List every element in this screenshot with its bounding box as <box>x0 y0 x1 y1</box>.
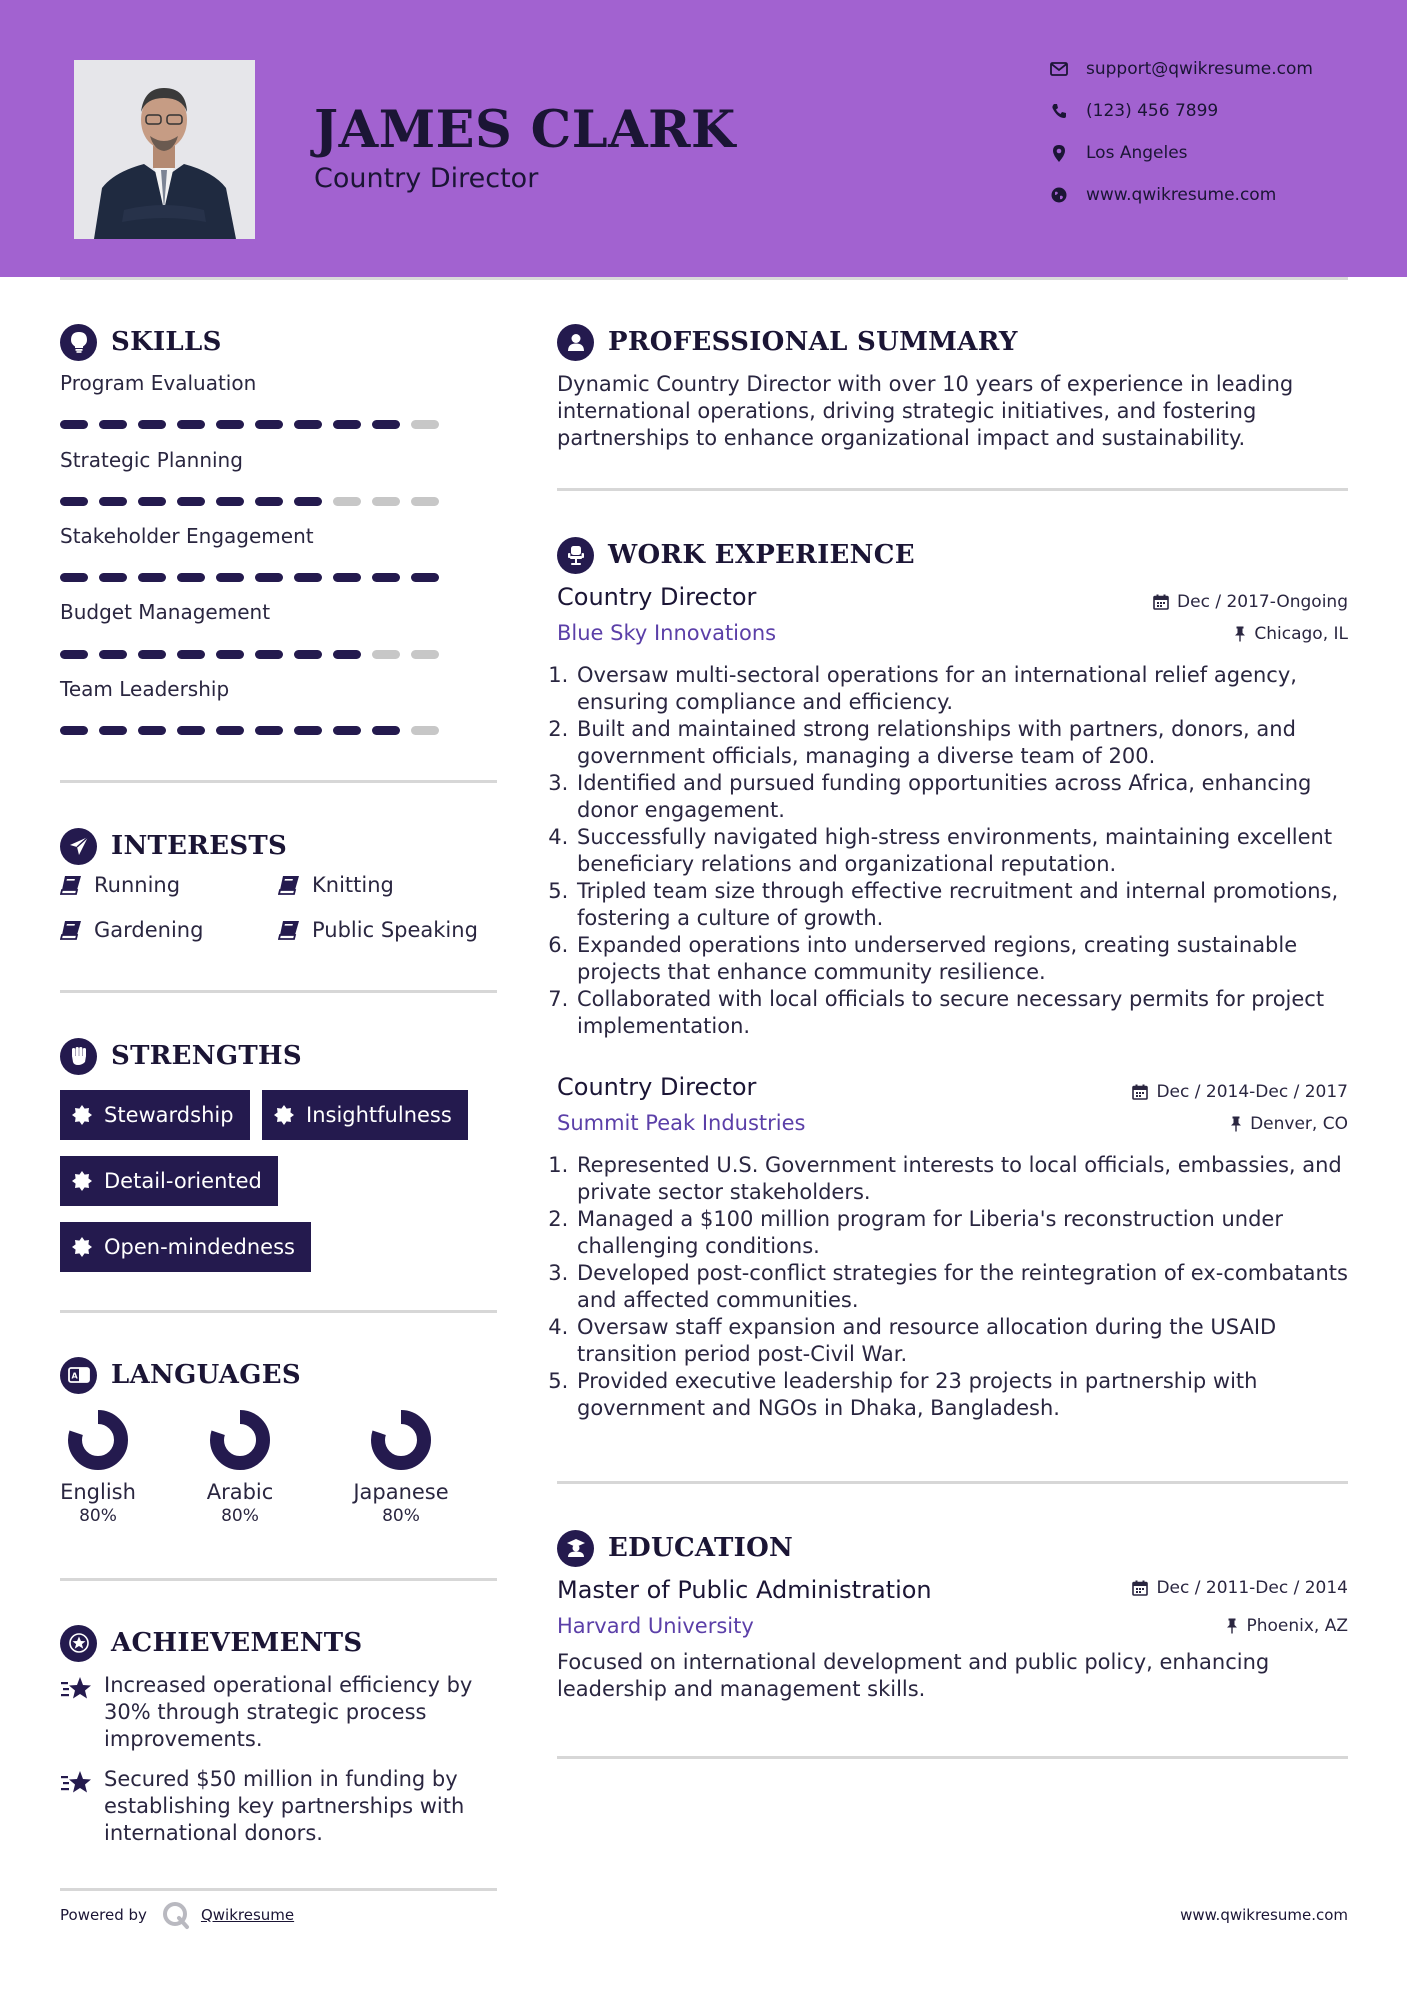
skills-heading <box>60 322 222 362</box>
skill-name: Strategic Planning <box>60 448 243 472</box>
section-divider <box>60 780 497 783</box>
skill-dot <box>138 650 166 659</box>
resume-header <box>0 0 1407 277</box>
skill-dot <box>216 420 244 429</box>
skill-dot <box>60 497 88 506</box>
skill-rating <box>60 726 439 735</box>
qwikresume-logo-icon <box>161 1900 191 1930</box>
skill-dot <box>333 573 361 582</box>
section-divider <box>557 488 1348 491</box>
summary-heading <box>557 322 1018 362</box>
job-location-text: Denver, CO <box>1250 1114 1348 1134</box>
skill-dot <box>60 650 88 659</box>
raised-fist-icon <box>60 1038 97 1075</box>
skill-dot <box>294 573 322 582</box>
language-item <box>23 1408 173 1526</box>
summary-text: Dynamic Country Director with over 10 years of experience in leading international operations, driving strategic initiatives, and fostering partnerships to enhance organizational impact and sustainability. <box>557 372 1294 450</box>
badge-icon <box>72 1171 92 1191</box>
pushpin-icon <box>1230 1116 1242 1132</box>
section-divider <box>557 1481 1348 1484</box>
section-divider <box>60 1888 497 1891</box>
skill-dot <box>138 420 166 429</box>
star-badge-icon <box>60 1625 97 1662</box>
section-divider <box>60 1578 497 1581</box>
skills-title: SKILLS <box>111 327 222 357</box>
contact-email[interactable] <box>1048 54 1388 84</box>
education-title: EDUCATION <box>608 1533 794 1563</box>
skill-rating <box>60 573 439 582</box>
skill-dot <box>294 497 322 506</box>
skill-name: Team Leadership <box>60 677 230 701</box>
interest-label: Public Speaking <box>312 918 478 942</box>
language-percent: 80% <box>79 1506 117 1526</box>
skill-dot <box>99 497 127 506</box>
job-title: Country Director <box>557 583 757 611</box>
skill-name: Stakeholder Engagement <box>60 524 314 548</box>
skill-dot <box>177 497 205 506</box>
strengths-heading <box>60 1036 302 1076</box>
skill-dot <box>60 420 88 429</box>
section-divider <box>557 1756 1348 1759</box>
skill-dot <box>60 573 88 582</box>
skill-dot <box>372 573 400 582</box>
job-dates <box>1132 1082 1348 1102</box>
candidate-role: Country Director <box>314 163 539 194</box>
language-item <box>326 1408 476 1526</box>
skill-dot <box>99 650 127 659</box>
calendar-icon <box>1132 1580 1148 1596</box>
strength-tag <box>60 1222 311 1272</box>
skill-dot <box>411 497 439 506</box>
skill-dot <box>99 726 127 735</box>
job-company: Summit Peak Industries <box>557 1111 806 1135</box>
list-item: 4. Successfully navigated high-stress environments, maintaining excellent beneficiary relations and organizational reputation. <box>575 824 1357 878</box>
list-item: 2. Built and maintained strong relationships with partners, donors, and government officials, managing a diverse team of 200. <box>575 716 1357 770</box>
skill-dot <box>138 497 166 506</box>
education-heading <box>557 1528 793 1568</box>
language-progress-ring <box>66 1408 130 1472</box>
list-item: 2. Managed a $100 million program for Liberia's reconstruction under challenging conditions. <box>575 1206 1357 1260</box>
skill-dot <box>60 726 88 735</box>
experience-heading <box>557 535 915 575</box>
envelope-icon <box>1048 58 1070 80</box>
strength-label: Detail-oriented <box>104 1169 262 1193</box>
job-location <box>1234 624 1348 644</box>
footer-website[interactable]: www.qwikresume.com <box>1180 1906 1348 1924</box>
list-item: 7. Collaborated with local officials to secure necessary permits for project implementation. <box>575 986 1357 1040</box>
skill-dot <box>216 726 244 735</box>
skill-dot <box>333 497 361 506</box>
skill-dot <box>372 420 400 429</box>
interest-label: Knitting <box>312 873 394 897</box>
skill-dot <box>255 726 283 735</box>
pushpin-icon <box>1226 1618 1238 1634</box>
interest-item <box>278 873 394 897</box>
powered-by-label: Powered by <box>60 1906 147 1924</box>
paper-plane-icon <box>60 828 97 865</box>
profile-photo <box>74 60 255 239</box>
skill-dot <box>216 650 244 659</box>
skill-dot <box>255 497 283 506</box>
education-description: Focused on international development and public policy, enhancing leadership and management skills. <box>557 1650 1270 1701</box>
list-item: 3. Identified and pursued funding opportunities across Africa, enhancing donor engagement. <box>575 770 1357 824</box>
list-item: 4. Oversaw staff expansion and resource allocation during the USAID transition period post-Civil War. <box>575 1314 1357 1368</box>
contact-website-text: www.qwikresume.com <box>1086 185 1277 205</box>
interest-item <box>60 873 180 897</box>
strength-label: Open-mindedness <box>104 1235 295 1259</box>
contact-location <box>1048 138 1388 168</box>
achievement-item <box>60 1766 500 1847</box>
skill-dot <box>333 650 361 659</box>
qwikresume-link[interactable]: Qwikresume <box>200 1906 295 1924</box>
language-progress-ring <box>369 1408 433 1472</box>
contact-location-text: Los Angeles <box>1086 143 1188 163</box>
book-icon <box>60 875 82 895</box>
section-divider <box>60 1310 497 1313</box>
skill-dot <box>411 420 439 429</box>
education-dates <box>1132 1578 1348 1598</box>
language-name: Arabic <box>206 1480 274 1504</box>
summary-title: PROFESSIONAL SUMMARY <box>608 327 1018 357</box>
book-icon <box>278 875 300 895</box>
language-percent: 80% <box>382 1506 420 1526</box>
strength-tag <box>262 1090 468 1140</box>
strength-tag <box>60 1156 278 1206</box>
calendar-icon <box>1132 1084 1148 1100</box>
shooting-star-icon <box>60 1768 94 1796</box>
skill-dot <box>177 650 205 659</box>
skill-dot <box>255 573 283 582</box>
list-item: 5. Tripled team size through effective recruitment and internal promotions, fostering a culture of growth. <box>575 878 1357 932</box>
skill-dot <box>411 726 439 735</box>
interest-label: Running <box>94 873 181 897</box>
education-dates-text: Dec / 2011-Dec / 2014 <box>1156 1578 1348 1598</box>
header-divider <box>60 277 1348 280</box>
globe-icon <box>1048 184 1070 206</box>
skill-dot <box>333 726 361 735</box>
education-degree: Master of Public Administration <box>557 1576 932 1604</box>
skill-dot <box>294 726 322 735</box>
badge-icon <box>274 1105 294 1125</box>
languages-title: LANGUAGES <box>111 1360 301 1390</box>
book-icon <box>278 920 300 940</box>
achievement-item <box>60 1672 500 1753</box>
svg-text:A: A <box>71 1371 78 1381</box>
skill-dot <box>411 650 439 659</box>
translate-icon <box>60 1357 97 1394</box>
user-icon <box>557 324 594 361</box>
job-dates-text: Dec / 2014-Dec / 2017 <box>1156 1082 1348 1102</box>
interest-item <box>278 918 478 942</box>
education-location-text: Phoenix, AZ <box>1246 1616 1348 1636</box>
strength-label: Stewardship <box>104 1103 234 1127</box>
phone-icon <box>1048 100 1070 122</box>
skill-dot <box>177 726 205 735</box>
skill-dot <box>99 573 127 582</box>
candidate-name: JAMES CLARK <box>314 100 736 160</box>
skill-name: Program Evaluation <box>60 371 257 395</box>
language-name: English <box>60 1480 136 1504</box>
list-item: 6. Expanded operations into underserved regions, creating sustainable projects that enhance community resilience. <box>575 932 1357 986</box>
job-title: Country Director <box>557 1073 757 1101</box>
language-item <box>165 1408 315 1526</box>
job-dates-text: Dec / 2017-Ongoing <box>1177 592 1348 612</box>
badge-icon <box>72 1105 92 1125</box>
skill-dot <box>372 650 400 659</box>
contact-website[interactable] <box>1048 180 1388 210</box>
skill-dot <box>372 497 400 506</box>
strengths-title: STRENGTHS <box>111 1041 302 1071</box>
list-item: 1. Oversaw multi-sectoral operations for an international relief agency, ensuring compliance and efficiency. <box>575 662 1357 716</box>
job-location-text: Chicago, IL <box>1254 624 1348 644</box>
skill-dot <box>372 726 400 735</box>
skill-name: Budget Management <box>60 600 271 624</box>
badge-icon <box>72 1237 92 1257</box>
job-duties-list <box>557 1152 1357 1422</box>
shooting-star-icon <box>60 1674 94 1702</box>
education-school: Harvard University <box>557 1614 754 1638</box>
skill-dot <box>216 497 244 506</box>
strength-label: Insightfulness <box>306 1103 452 1127</box>
interest-item <box>60 918 203 942</box>
interests-title: INTERESTS <box>111 831 288 861</box>
lightbulb-icon <box>60 324 97 361</box>
skill-dot <box>294 650 322 659</box>
skill-dot <box>216 573 244 582</box>
language-percent: 80% <box>221 1506 259 1526</box>
strength-tag <box>60 1090 250 1140</box>
languages-heading <box>60 1355 301 1395</box>
interests-heading <box>60 826 287 866</box>
achievements-heading <box>60 1623 363 1663</box>
contact-email-text: support@qwikresume.com <box>1086 59 1313 79</box>
skill-rating <box>60 420 439 429</box>
powered-by <box>60 1900 294 1930</box>
list-item: 1. Represented U.S. Government interests to local officials, embassies, and private sector stakeholders. <box>575 1152 1357 1206</box>
pushpin-icon <box>1234 626 1246 642</box>
education-location <box>1226 1616 1348 1636</box>
list-item: 3. Developed post-conflict strategies for the reintegration of ex-combatants and affected communities. <box>575 1260 1357 1314</box>
job-company: Blue Sky Innovations <box>557 621 777 645</box>
interest-label: Gardening <box>94 918 204 942</box>
skill-dot <box>138 726 166 735</box>
list-item: 5. Provided executive leadership for 23 projects in partnership with government and NGOs in Dhaka, Bangladesh. <box>575 1368 1357 1422</box>
skill-dot <box>333 420 361 429</box>
skill-dot <box>177 420 205 429</box>
office-chair-icon <box>557 537 594 574</box>
achievement-text: Secured $50 million in funding by establishing key partnerships with international donors. <box>104 1767 465 1845</box>
section-divider <box>60 990 497 993</box>
skill-dot <box>411 573 439 582</box>
language-progress-ring <box>208 1408 272 1472</box>
book-icon <box>60 920 82 940</box>
calendar-icon <box>1153 594 1169 610</box>
contact-phone[interactable] <box>1048 96 1388 126</box>
skill-dot <box>99 420 127 429</box>
job-duties-list <box>557 662 1357 1040</box>
contact-phone-text: (123) 456 7899 <box>1086 101 1219 121</box>
skill-rating <box>60 497 439 506</box>
skill-dot <box>255 650 283 659</box>
skill-dot <box>294 420 322 429</box>
skill-rating <box>60 650 439 659</box>
graduate-icon <box>557 1530 594 1567</box>
map-pin-icon <box>1048 142 1070 164</box>
language-name: Japanese <box>353 1480 449 1504</box>
achievement-text: Increased operational efficiency by 30% through strategic process improvements. <box>104 1673 473 1751</box>
skill-dot <box>138 573 166 582</box>
job-location <box>1230 1114 1348 1134</box>
skill-dot <box>255 420 283 429</box>
achievements-title: ACHIEVEMENTS <box>111 1628 363 1658</box>
experience-title: WORK EXPERIENCE <box>608 540 915 570</box>
job-dates <box>1153 592 1348 612</box>
skill-dot <box>177 573 205 582</box>
